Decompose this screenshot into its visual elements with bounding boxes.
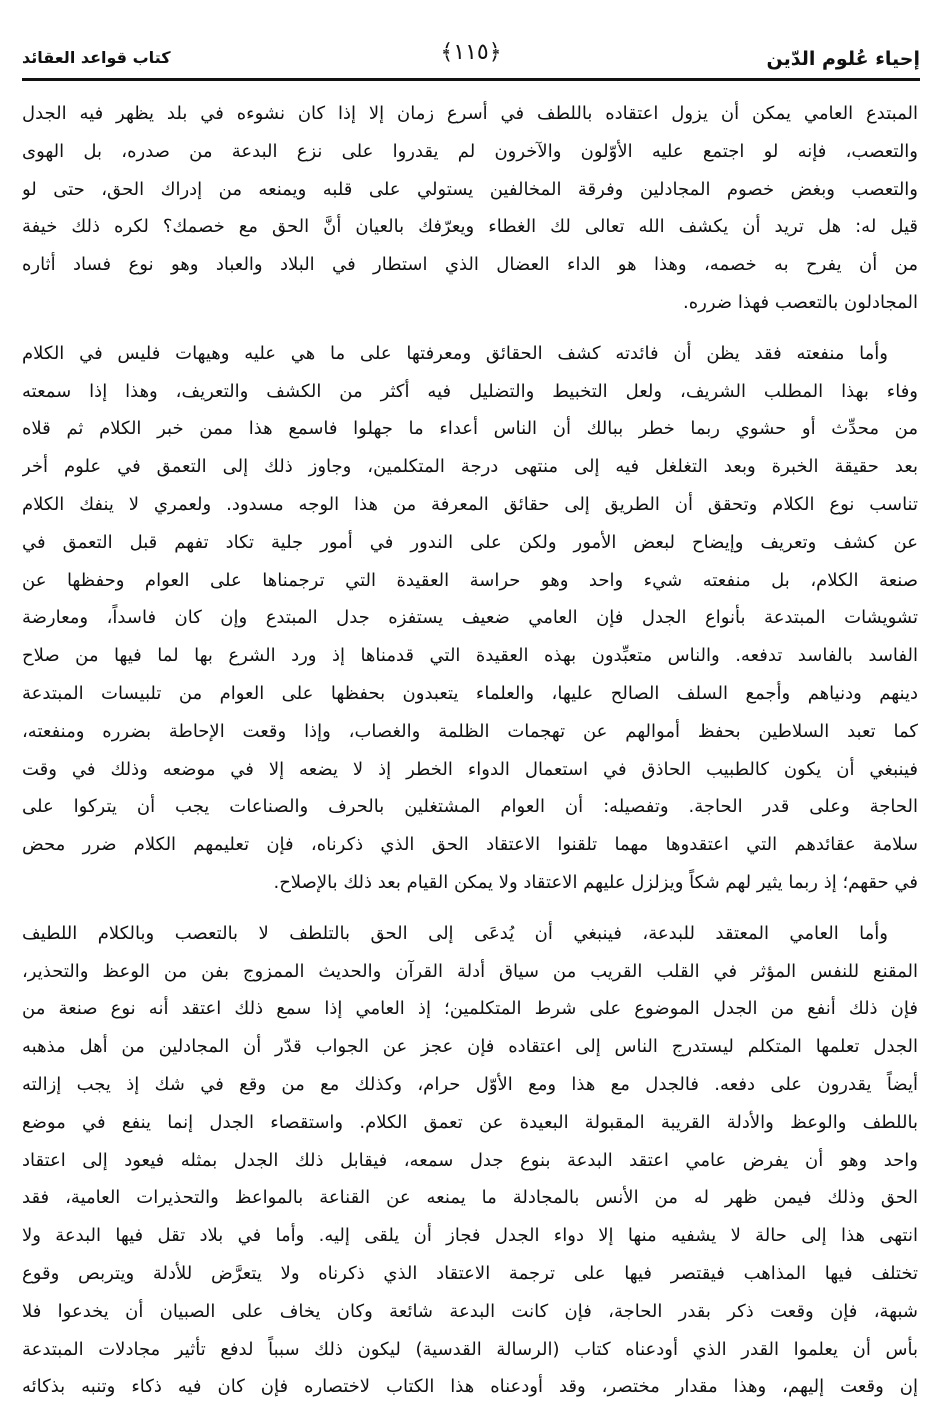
text-line: وأما العامي المعتقد للبدعة، فينبغي أن يُدعَى إلى الحق بالتلطف لا بالتعصب وبالكلام اللطيف — [22, 922, 888, 944]
text-line: بأس أن يعلموا القدر الذي أودعناه كتاب (الرسالة القدسية) ليكون ذلك سبباً لدفع تأثير مجادلات المبتدعة — [22, 1338, 918, 1360]
page-header — [22, 40, 920, 76]
chapter-title: كتاب قواعد العقائد — [22, 48, 171, 67]
header-divider — [22, 78, 920, 81]
text-line: الحاجة وعلى قدر الحاجة. وتفصيله: أن العوام المشتغلين بالحرف والصناعات يجب أن يتركوا على — [22, 796, 918, 818]
text-line: من أن يفرح به خصمه، وهذا هو الداء العضال الذي استطار في البلاد والعباد وهو نوع فساد أثاره — [22, 254, 918, 276]
text-line: باللطف والوعظ والأدلة القريبة المقبولة البعيدة عن تعمق الكلام. واستقصاء الجدل إنما ينفع في موضع — [22, 1111, 918, 1133]
text-line: وفاء بهذا المطلب الشريف، ولعل التخبيط والتضليل فيه أكثر من الكشف والتعريف، وهذا إذا سمعته — [22, 380, 918, 402]
book-title: إحياء عُلوم الدّين — [766, 48, 920, 70]
paragraph-gap — [22, 902, 918, 915]
text-line: تشويشات المبتدعة بأنواع الجدل فإن العامي ضعيف يستفزه جدل المبتدع وإن كان فاسداً، ومعارضة — [22, 607, 918, 629]
text-line: الفاسد بالفاسد تدفعه. والناس متعبِّدون بهذه العقيدة التي قدمناها إذ ورد الشرع بها لما فيها من صلاح — [22, 645, 918, 667]
text-line: فينبغي أن يكون كالطبيب الحاذق في استعمال الدواء الخطر إذ لا يضعه إلا في موضعه وذلك في وقت — [22, 758, 918, 780]
paragraph — [22, 335, 918, 902]
paragraph — [22, 95, 918, 322]
text-line: وأما منفعته فقد يظن أن فائدته كشف الحقائق ومعرفتها على ما هي عليه وهيهات فليس في الكلام — [22, 342, 888, 364]
text-line: دينهم ودنياهم وأجمع السلف الصالح عليها، والعلماء يتعبدون بحفظها على العوام من تلبيسات المبتدعة — [22, 682, 918, 704]
text-line: الجدل تعلمها المتكلم ليستدرج الناس إلى اعتقاده فإن عجز عن الجواب قدّر أن المجادلين من أهل مذهبه — [22, 1036, 918, 1058]
text-line: صنعة الكلام، بل منفعته شيء واحد وهو حراسة العقيدة التي ترجمناها على العوام وحفظها عن — [22, 569, 918, 591]
text-line: في حقهم؛ إذ ربما يثير لهم شكاً ويزلزل عليهم الاعتقاد ولا يمكن القيام بعد ذلك بالإصلاح. — [273, 871, 918, 893]
text-line: شبهة، فإن وقعت ذكر بقدر الحاجة، فإن كانت البدعة شائعة وكان يخاف على الصبيان أن يخدعوا فلا — [22, 1300, 918, 1322]
text-line: المبتدع العامي يمكن أن يزول اعتقاده باللطف في أسرع زمان إلا إذا كان نشوءه في بلد يظهر فيه الجدل — [22, 103, 918, 124]
page-body — [22, 95, 918, 1406]
text-line: والتعصب، فإنه لو اجتمع عليه الأوّلون والآخرون لم يقدروا على نزع البدعة من صدره، بل الهوى — [22, 140, 918, 162]
text-line: عن كشف وتعريف وإيضاح لبعض الأمور ولكن على الندور في أمور جلية تكاد تفهم قبل التعمق في — [22, 531, 918, 553]
paragraph-gap — [22, 322, 918, 335]
text-line: الحق وذلك فيمن ظهر له من الأنس بالمجادلة ما يمنعه عن القناعة بالمواعظ والتحذيرات العامية، فقد — [22, 1187, 918, 1209]
text-line: المقنع للنفس المؤثر في القلب القريب من سياق أدلة القرآن والحديث الممزوج بفن من الوعظ والتحذير، — [22, 960, 918, 982]
page-number: ﴿١١٥﴾ — [440, 40, 502, 65]
text-line: من محدِّث أو حشوي ربما خطر ببالك أن الناس أعداء ما جهلوا فاسمع هذا ممن خبر الكلام ثم قلاه — [22, 418, 918, 440]
text-line: تختلف فيها المذاهب فيقتصر فيها على ترجمة الاعتقاد الذي ذكرناه ولا يتعرَّض للأدلة ويتربص وقوع — [22, 1262, 918, 1284]
text-line: واحد وهو أن يفرض عامي اعتقد البدعة بنوع جدل سمعه، فيقابل ذلك الجدل بمثله فيعود إلى اعتقاد — [22, 1149, 918, 1171]
text-line: والتعصب وبغض خصوم المجادلين وفرقة المخالفين يستولي على قلبه ويمنعه من إدراك الحق، حتى لو — [22, 178, 918, 200]
text-line: تناسب نوع الكلام وتحقق أن الطريق إلى حقائق المعرفة من هذا الوجه مسدود. ولعمري لا ينفك الكلام — [22, 493, 918, 515]
text-line: كما تعبد السلاطين بحفظ أموالهم عن تهجمات الظلمة والغصاب، وإذا وقعت الإحاطة بضرره ومنفعته، — [22, 720, 918, 742]
text-line: بعد حقيقة الخبرة وبعد التغلغل فيه إلى منتهى درجة المتكلمين، وجاوز ذلك إلى التعمق في علوم أخر — [22, 456, 918, 478]
text-line: إن وقعت إليهم، وهذا مقدار مختصر، وقد أودعناه هذا الكتاب لاختصاره فإن كان فيه ذكاء وتنبه بذكائه — [22, 1376, 918, 1398]
text-line: فإن ذلك أنفع من الجدل الموضوع على شرط المتكلمين؛ إذ العامي إذا سمع ذلك اعتقد أنه نوع صنعة من — [22, 998, 918, 1020]
text-line: أيضاً يقدرون على دفعه. فالجدل مع هذا ومع الأوّل حرام، وكذلك مع من وقع في شك إذ يجب إزالته — [22, 1073, 918, 1095]
text-line: سلامة عقائدهم التي اعتقدوها مهما تلقنوا الاعتقاد الحق الذي ذكرناه، فإن تعليمهم الكلام ضرر محض — [22, 834, 918, 856]
text-line: انتهى هذا إلى حالة لا يشفيه منها إلا دواء الجدل فجاز أن يلقى إليه. وأما في بلاد تقل فيها البدعة ولا — [22, 1225, 918, 1247]
paragraph — [22, 915, 918, 1406]
text-line: قيل له: هل تريد أن يكشف الله تعالى لك الغطاء ويعرّفك بالعيان أنَّ الحق مع خصمك؟ لكره ذلك خيفة — [22, 216, 918, 238]
text-line: المجادلون بالتعصب فهذا ضرره. — [683, 291, 918, 313]
